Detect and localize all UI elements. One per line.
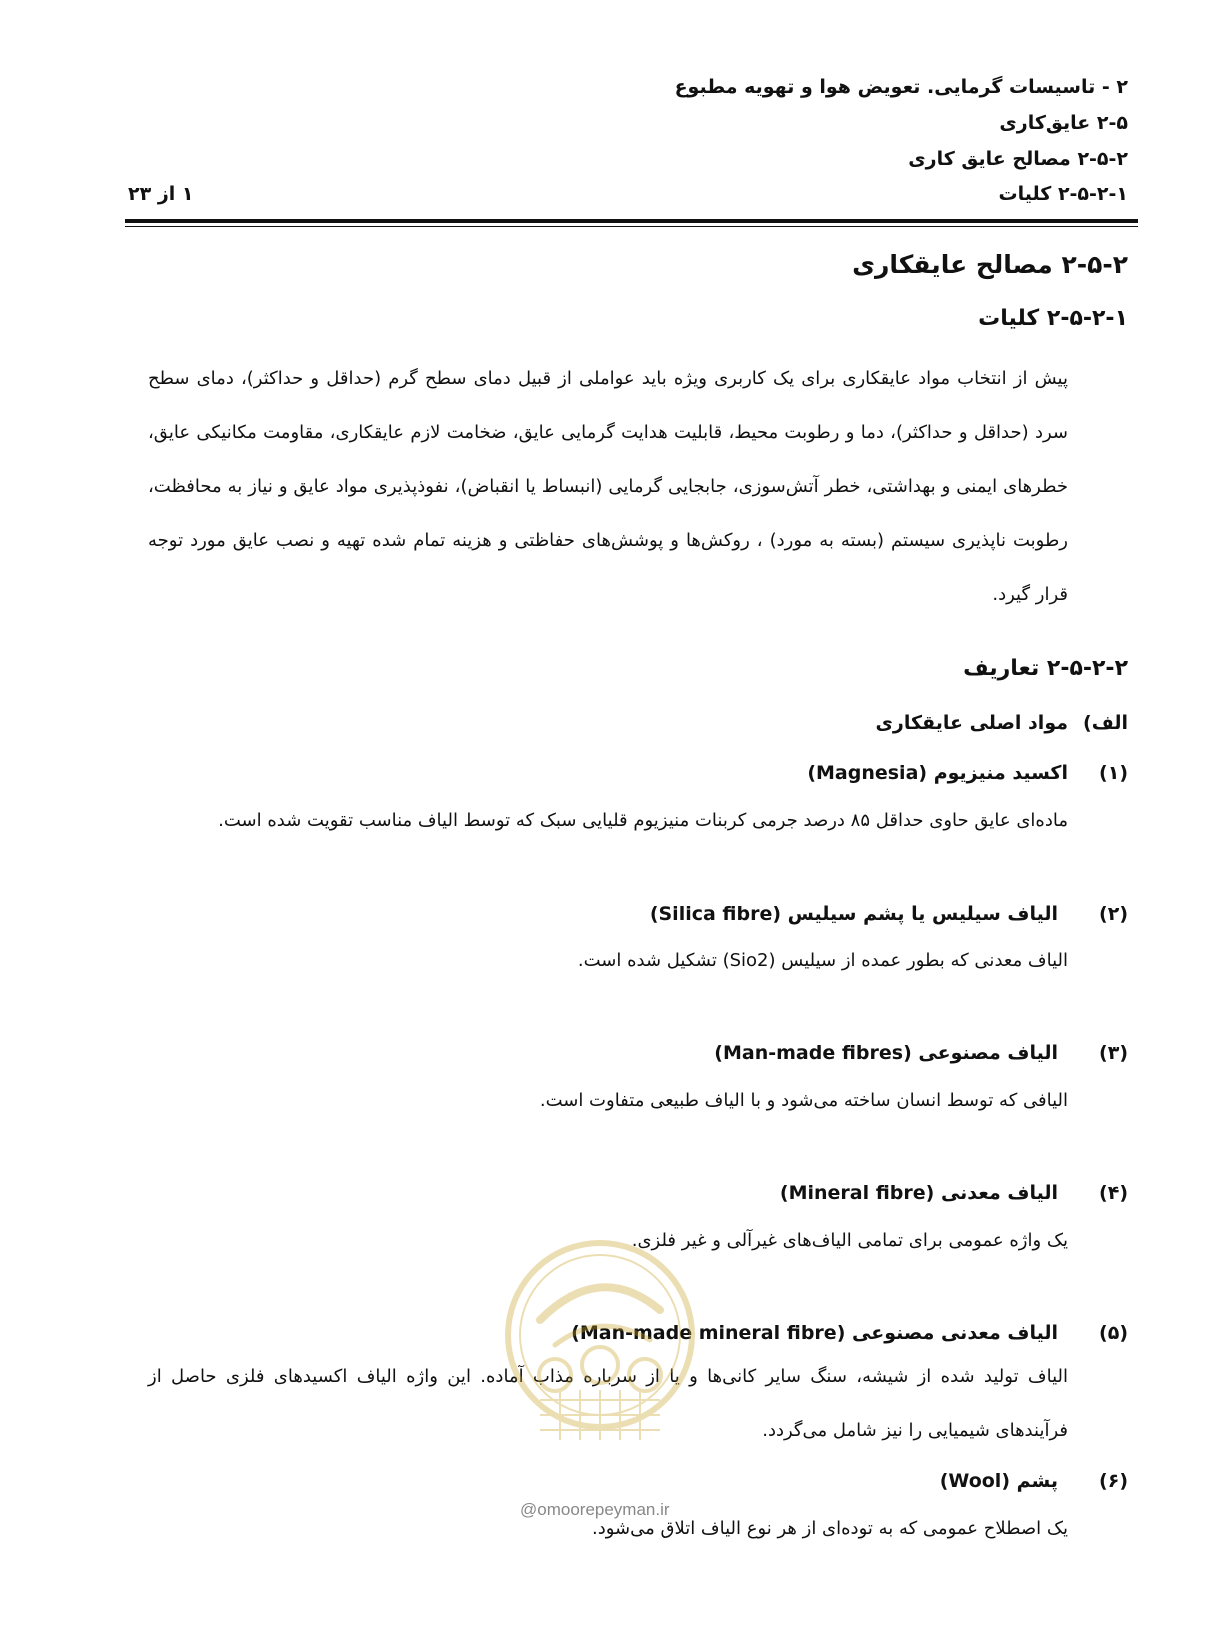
definition-number: (۱)	[1099, 762, 1128, 784]
header-divider-thin	[125, 226, 1138, 227]
header-divider	[125, 219, 1138, 223]
header-chapter: ۲ - تاسیسات گرمایی. تعویض هوا و تهویه مطبوع	[674, 76, 1128, 98]
definition-title: الیاف معدنی (Mineral fibre)	[779, 1182, 1058, 1204]
definition-text: الیاف معدنی که بطور عمده از سیلیس (Sio2) تشکیل شده است.	[577, 950, 1068, 971]
definition-number: (۶)	[1099, 1470, 1128, 1492]
subsection-title: مواد اصلی عایقکاری	[875, 712, 1068, 734]
definitions-title: ۲-۵-۲-۲ تعاریف	[963, 656, 1128, 681]
definition-text: یک واژه عمومی برای تمامی الیاف‌های غیرآلی و غیر فلزی.	[631, 1230, 1068, 1251]
definition-title: پشم (Wool)	[939, 1470, 1058, 1492]
page-indicator: ۱ از ۲۳	[128, 183, 194, 205]
header-subsection: ۲-۵-۲ مصالح عایق کاری	[908, 148, 1128, 170]
definition-number: (۲)	[1099, 903, 1128, 925]
definition-text: الیاف تولید شده از شیشه، سنگ سایر کانی‌ها و یا از سرباره مذاب آماده. این واژه الیاف اکسیدهای فلزی حاصل از فرآیندهای شیمیایی را نیز شامل می‌گردد.	[148, 1366, 1068, 1441]
section-title: ۲-۵-۲ مصالح عایقکاری	[852, 250, 1128, 279]
definition-title: اکسید منیزیوم (Magnesia)	[807, 762, 1068, 784]
definition-number: (۳)	[1099, 1042, 1128, 1064]
definition-title: الیاف مصنوعی (Man-made fibres)	[714, 1042, 1058, 1064]
definition-number: (۵)	[1099, 1322, 1128, 1344]
subsection-label: الف)	[1083, 712, 1128, 734]
header-section: ۲-۵ عایق‌کاری	[999, 112, 1128, 134]
definition-text: الیافی که توسط انسان ساخته می‌شود و با الیاف طبیعی متفاوت است.	[539, 1090, 1068, 1111]
definition-text: ماده‌ای عایق حاوی حداقل ۸۵ درصد جرمی کربنات منیزیوم قلیایی سبک که توسط الیاف مناسب تقویت شده است.	[218, 810, 1068, 831]
definition-title: الیاف سیلیس یا پشم سیلیس (Silica fibre)	[649, 903, 1058, 925]
definition-title: الیاف معدنی مصنوعی (Man-made mineral fibre)	[571, 1322, 1058, 1344]
watermark-url: @omoorepeyman.ir	[520, 1500, 670, 1519]
general-paragraph: پیش از انتخاب مواد عایقکاری برای یک کاربری ویژه باید عواملی از قبیل دمای سطح گرم (حداقل و حداکثر)، دمای سطح سرد (حداقل و حداکثر)، دما و رطوبت محیط، قابلیت هدایت گرمایی عایق، ضخامت لازم عایقکاری، مقاومت مکانیکی عایق، خطرهای ایمنی و بهداشتی، خطر آتش‌سوزی، جابجایی گرمایی (انبساط یا انقباض)، نفوذپذیری مواد عایق و نیاز به محافظت، رطوبت ناپذیری سیستم (بسته به مورد) ، روکش‌ها و پوشش‌های حفاظتی و هزینه تمام شده تهیه و نصب عایق مورد توجه قرار گیرد.	[148, 368, 1068, 605]
header-subsubsection: ۲-۵-۲-۱ کلیات	[998, 183, 1128, 205]
definition-text: یک اصطلاح عمومی که به توده‌ای از هر نوع الیاف اتلاق می‌شود.	[592, 1518, 1068, 1539]
general-title: ۲-۵-۲-۱ کلیات	[978, 306, 1128, 331]
definition-number: (۴)	[1099, 1182, 1128, 1204]
